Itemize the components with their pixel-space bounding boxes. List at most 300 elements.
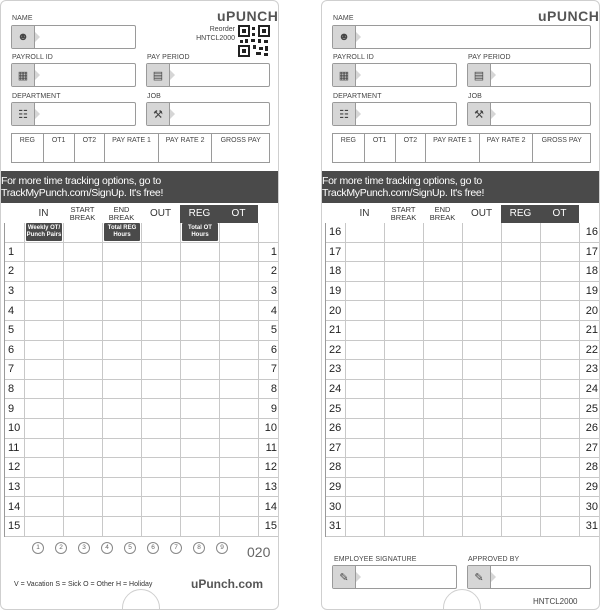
punch-cell[interactable] — [424, 517, 463, 536]
day-row — [326, 517, 600, 537]
brand-logo: uPUNCH — [217, 8, 279, 24]
day-row — [5, 419, 279, 439]
punch-cell[interactable] — [103, 360, 142, 379]
punch-cell[interactable] — [424, 223, 463, 242]
day-row — [326, 478, 600, 498]
reorder-label: Reorder — [209, 26, 235, 33]
punch-cell[interactable] — [181, 497, 220, 516]
punch-cell[interactable] — [25, 478, 64, 497]
punch-cell[interactable] — [220, 380, 259, 399]
punch-cell[interactable] — [142, 321, 181, 340]
punch-cell[interactable] — [502, 478, 541, 497]
day-number-right: 6 — [259, 341, 279, 360]
punch-cell[interactable] — [463, 517, 502, 536]
day-number-left: 19 — [326, 282, 346, 301]
punch-cell[interactable] — [64, 321, 103, 340]
punch-cell[interactable] — [25, 517, 64, 536]
pay-period-label: PAY PERIOD — [147, 54, 190, 61]
punch-cell[interactable] — [181, 439, 220, 458]
pay-col-ot1[interactable]: OT1 — [44, 134, 75, 162]
punch-cell[interactable] — [463, 360, 502, 379]
punch-cell[interactable] — [142, 243, 181, 262]
punch-cell[interactable] — [385, 360, 424, 379]
day-number-right: 28 — [580, 458, 600, 477]
punch-cell[interactable] — [103, 301, 142, 320]
col-in: IN — [359, 208, 370, 219]
day-number-right: 14 — [259, 497, 279, 516]
day-number-left: 13 — [5, 478, 25, 497]
punch-cell[interactable] — [385, 243, 424, 262]
punch-cell[interactable] — [25, 360, 64, 379]
punch-cell[interactable] — [64, 262, 103, 281]
day-number-right: 2 — [259, 262, 279, 281]
punch-cell[interactable] — [181, 341, 220, 360]
day-number-left: 11 — [5, 439, 25, 458]
circle-number: 9 — [216, 542, 228, 554]
day-row — [5, 341, 279, 361]
qr-code-icon — [238, 25, 270, 57]
punch-cell[interactable] — [385, 321, 424, 340]
punch-cell[interactable] — [385, 341, 424, 360]
punch-cell[interactable] — [541, 478, 580, 497]
punch-cell[interactable] — [181, 458, 220, 477]
punch-cell[interactable] — [181, 243, 220, 262]
pay-col-rate2[interactable]: PAY RATE 2 — [159, 134, 213, 162]
punch-cell[interactable] — [541, 243, 580, 262]
punch-cell[interactable] — [502, 399, 541, 418]
punch-cell[interactable] — [541, 360, 580, 379]
punch-cell[interactable] — [424, 262, 463, 281]
day-number-left: 21 — [326, 321, 346, 340]
punch-cell[interactable] — [463, 419, 502, 438]
card-notch — [443, 589, 481, 610]
pay-col-gross[interactable]: GROSS PAY — [541, 137, 582, 144]
job-field[interactable] — [146, 102, 270, 126]
pay-col-ot2[interactable]: OT2 — [75, 134, 106, 162]
punch-cell[interactable] — [103, 399, 142, 418]
name-field[interactable] — [332, 25, 591, 49]
user-icon: ☻ — [333, 26, 356, 48]
pay-col-gross[interactable]: GROSS PAY — [220, 137, 261, 144]
punch-cell[interactable] — [541, 399, 580, 418]
punch-cell[interactable] — [220, 517, 259, 536]
day-number-right: 11 — [259, 439, 279, 458]
punch-cell[interactable] — [502, 458, 541, 477]
punch-cell[interactable] — [220, 399, 259, 418]
circle-number: 1 — [32, 542, 44, 554]
punch-cell[interactable] — [502, 301, 541, 320]
pay-col-reg[interactable]: REG — [12, 134, 44, 162]
day-number-right: 1 — [259, 243, 279, 262]
punch-cell[interactable] — [64, 243, 103, 262]
punch-cell[interactable] — [142, 497, 181, 516]
punch-cell[interactable] — [346, 282, 385, 301]
punch-cell[interactable] — [181, 419, 220, 438]
punch-cell[interactable] — [424, 301, 463, 320]
punch-cell[interactable] — [25, 282, 64, 301]
punch-cell[interactable] — [142, 301, 181, 320]
punch-cell[interactable] — [502, 282, 541, 301]
day-number-right: 23 — [580, 360, 600, 379]
day-row — [326, 439, 600, 459]
punch-cell[interactable] — [25, 497, 64, 516]
circle-number: 2 — [55, 542, 67, 554]
punch-cell[interactable] — [64, 301, 103, 320]
punch-cell[interactable] — [64, 497, 103, 516]
day-number-left: 5 — [5, 321, 25, 340]
product-code: HNTCL2000 — [533, 597, 578, 606]
punch-cell[interactable] — [385, 497, 424, 516]
day-number-right: 4 — [259, 301, 279, 320]
punch-cell[interactable] — [424, 282, 463, 301]
punch-cell[interactable] — [142, 478, 181, 497]
punch-cell[interactable] — [25, 380, 64, 399]
punch-cell[interactable] — [25, 262, 64, 281]
day-number-right: 25 — [580, 399, 600, 418]
payroll-id-field[interactable] — [11, 63, 136, 87]
punch-cell[interactable] — [424, 360, 463, 379]
day-row — [5, 243, 279, 263]
punch-cell[interactable] — [463, 478, 502, 497]
day-number-right: 17 — [580, 243, 600, 262]
day-number-right: 3 — [259, 282, 279, 301]
punch-cell[interactable] — [541, 517, 580, 536]
punch-cell[interactable] — [181, 282, 220, 301]
punch-cell[interactable] — [64, 439, 103, 458]
punch-cell[interactable] — [463, 497, 502, 516]
day-number-left: 12 — [5, 458, 25, 477]
punch-cell[interactable] — [502, 243, 541, 262]
punch-cell[interactable] — [103, 478, 142, 497]
day-number-left: 7 — [5, 360, 25, 379]
day-number-left: 31 — [326, 517, 346, 536]
column-header — [24, 205, 279, 223]
punch-cell[interactable] — [220, 321, 259, 340]
punch-cell[interactable] — [346, 243, 385, 262]
payroll-id-field[interactable] — [332, 63, 457, 87]
punch-cell[interactable] — [103, 282, 142, 301]
approved-by-field[interactable] — [467, 565, 591, 589]
day-number-left: 29 — [326, 478, 346, 497]
punch-cell[interactable] — [502, 439, 541, 458]
punch-cell[interactable] — [103, 517, 142, 536]
punch-cell[interactable] — [385, 282, 424, 301]
pay-period-field[interactable] — [467, 63, 591, 87]
punch-cell[interactable] — [463, 399, 502, 418]
punch-cell[interactable] — [25, 243, 64, 262]
calendar-icon: ▤ — [147, 64, 170, 86]
punch-cell[interactable] — [463, 380, 502, 399]
punch-cell[interactable] — [385, 458, 424, 477]
punch-cell[interactable] — [220, 282, 259, 301]
punch-cell[interactable] — [142, 341, 181, 360]
punch-cell[interactable] — [502, 419, 541, 438]
punch-cell[interactable] — [502, 517, 541, 536]
punch-cell[interactable] — [25, 458, 64, 477]
pay-period-label: PAY PERIOD — [468, 54, 511, 61]
department-field[interactable] — [332, 102, 457, 126]
punch-cell[interactable] — [541, 262, 580, 281]
punch-cell[interactable] — [541, 497, 580, 516]
circle-number: 5 — [124, 542, 136, 554]
punch-cell[interactable] — [424, 458, 463, 477]
punch-cell[interactable] — [142, 439, 181, 458]
total-ot-tag: Total OT Hours — [182, 223, 218, 241]
day-number-left: 22 — [326, 341, 346, 360]
punch-cell[interactable] — [346, 478, 385, 497]
reorder-info — [191, 25, 235, 43]
day-number-right: 20 — [580, 301, 600, 320]
employee-signature-field[interactable] — [332, 565, 457, 589]
punch-cell[interactable] — [346, 380, 385, 399]
day-number-left: 30 — [326, 497, 346, 516]
punch-cell[interactable] — [424, 439, 463, 458]
totals-row — [5, 223, 279, 243]
punch-cell[interactable] — [502, 321, 541, 340]
punch-cell[interactable] — [64, 399, 103, 418]
col-out: OUT — [149, 208, 172, 219]
punch-cell[interactable] — [142, 360, 181, 379]
punch-cell[interactable] — [64, 380, 103, 399]
day-row — [326, 262, 600, 282]
day-number-right: 29 — [580, 478, 600, 497]
product-code: HNTCL2000 — [196, 35, 235, 42]
punch-cell[interactable] — [64, 341, 103, 360]
pay-summary-box — [332, 133, 591, 163]
punch-cell[interactable] — [142, 380, 181, 399]
punch-cell[interactable] — [64, 419, 103, 438]
punch-cell[interactable] — [220, 419, 259, 438]
punch-cell[interactable] — [181, 360, 220, 379]
circle-number: 8 — [193, 542, 205, 554]
punch-cell[interactable] — [541, 458, 580, 477]
pay-col-rate1[interactable]: PAY RATE 1 — [426, 134, 480, 162]
punch-cell[interactable] — [142, 282, 181, 301]
punch-cell[interactable] — [220, 458, 259, 477]
punch-cell[interactable] — [142, 458, 181, 477]
punch-cell[interactable] — [502, 497, 541, 516]
punch-cell[interactable] — [385, 223, 424, 242]
col-ot: OT — [540, 205, 579, 223]
punch-cell[interactable] — [541, 321, 580, 340]
punch-cell[interactable] — [502, 380, 541, 399]
punch-cell[interactable] — [64, 458, 103, 477]
punch-cell[interactable] — [25, 341, 64, 360]
punch-cell[interactable] — [541, 223, 580, 242]
punch-cell[interactable] — [541, 439, 580, 458]
day-number-right: 27 — [580, 439, 600, 458]
punch-cell[interactable] — [463, 301, 502, 320]
punch-cell[interactable] — [220, 341, 259, 360]
day-number-right: 19 — [580, 282, 600, 301]
day-number-left: 14 — [5, 497, 25, 516]
day-number-left: 25 — [326, 399, 346, 418]
punch-cell[interactable] — [346, 458, 385, 477]
punch-cell[interactable] — [346, 419, 385, 438]
punch-cell[interactable] — [220, 360, 259, 379]
punch-cell[interactable] — [424, 341, 463, 360]
punch-cell[interactable] — [463, 282, 502, 301]
punch-cell[interactable] — [463, 262, 502, 281]
promo-banner: For more time tracking options, go to TrackMyPunch.com/SignUp. It's free! — [322, 171, 599, 203]
punch-cell[interactable] — [103, 262, 142, 281]
punch-cell[interactable] — [463, 321, 502, 340]
punch-cell[interactable] — [64, 360, 103, 379]
day-number-right: 8 — [259, 380, 279, 399]
punch-cell[interactable] — [424, 243, 463, 262]
day-number-left: 20 — [326, 301, 346, 320]
punch-cell[interactable] — [346, 341, 385, 360]
col-end-break: END BREAK — [429, 205, 456, 222]
day-number-right: 26 — [580, 419, 600, 438]
punch-cell[interactable] — [502, 223, 541, 242]
day-number-left: 27 — [326, 439, 346, 458]
punch-cell[interactable] — [502, 341, 541, 360]
punch-cell[interactable] — [220, 439, 259, 458]
day-row — [326, 380, 600, 400]
day-row — [5, 262, 279, 282]
punch-cell[interactable] — [541, 419, 580, 438]
day-row — [5, 458, 279, 478]
pay-col-rate1[interactable]: PAY RATE 1 — [105, 134, 159, 162]
punch-cell[interactable] — [103, 321, 142, 340]
day-row — [326, 497, 600, 517]
punch-cell[interactable] — [64, 517, 103, 536]
punch-cell[interactable] — [346, 439, 385, 458]
punch-cell[interactable] — [181, 301, 220, 320]
punch-cell[interactable] — [463, 243, 502, 262]
punch-cell[interactable] — [541, 380, 580, 399]
col-in: IN — [38, 208, 49, 219]
punch-cell[interactable] — [346, 497, 385, 516]
punch-cell[interactable] — [220, 301, 259, 320]
pay-col-rate2[interactable]: PAY RATE 2 — [480, 134, 534, 162]
name-field[interactable] — [11, 25, 136, 49]
punch-cell[interactable] — [502, 360, 541, 379]
punch-cell[interactable] — [103, 341, 142, 360]
punch-cell[interactable] — [346, 321, 385, 340]
punch-cell[interactable] — [103, 497, 142, 516]
punch-cell[interactable] — [181, 399, 220, 418]
day-row — [326, 399, 600, 419]
punch-cell[interactable] — [64, 478, 103, 497]
job-label: JOB — [468, 93, 482, 100]
punch-cell[interactable] — [103, 439, 142, 458]
punch-cell[interactable] — [424, 497, 463, 516]
punch-cell[interactable] — [541, 341, 580, 360]
punch-cell[interactable] — [346, 262, 385, 281]
punch-cell[interactable] — [181, 262, 220, 281]
pen-icon: ✎ — [333, 566, 356, 588]
pay-col-ot1[interactable]: OT1 — [365, 134, 396, 162]
punch-cell[interactable] — [220, 243, 259, 262]
job-field[interactable] — [467, 102, 591, 126]
punch-cell[interactable] — [463, 458, 502, 477]
department-field[interactable] — [11, 102, 136, 126]
punch-cell[interactable] — [424, 321, 463, 340]
punch-cell[interactable] — [385, 380, 424, 399]
circle-number: 7 — [170, 542, 182, 554]
punch-cell[interactable] — [385, 419, 424, 438]
day-number-right: 16 — [580, 223, 600, 242]
punch-cell[interactable] — [424, 399, 463, 418]
day-number-right: 12 — [259, 458, 279, 477]
punch-cell[interactable] — [463, 223, 502, 242]
day-number-left: 16 — [326, 223, 346, 242]
punch-cell[interactable] — [64, 282, 103, 301]
punch-cell[interactable] — [346, 223, 385, 242]
punch-cell[interactable] — [142, 517, 181, 536]
punch-cell[interactable] — [220, 262, 259, 281]
punch-cell[interactable] — [181, 478, 220, 497]
pay-period-field[interactable] — [146, 63, 270, 87]
punch-cell[interactable] — [25, 419, 64, 438]
punch-cell[interactable] — [220, 497, 259, 516]
punch-cell[interactable] — [25, 301, 64, 320]
day-row — [326, 301, 600, 321]
punch-cell[interactable] — [385, 262, 424, 281]
punch-cell[interactable] — [25, 439, 64, 458]
punch-cell[interactable] — [541, 282, 580, 301]
punch-cell[interactable] — [385, 399, 424, 418]
punch-grid — [4, 223, 279, 537]
day-number-left: 18 — [326, 262, 346, 281]
punch-cell[interactable] — [424, 419, 463, 438]
punch-cell[interactable] — [142, 419, 181, 438]
punch-cell[interactable] — [541, 301, 580, 320]
col-start-break: START BREAK — [390, 205, 417, 222]
punch-cell[interactable] — [181, 380, 220, 399]
punch-grid — [325, 223, 600, 537]
pay-col-reg[interactable]: REG — [333, 134, 365, 162]
day-number-right: 15 — [259, 517, 279, 536]
day-row — [5, 282, 279, 302]
punch-cell[interactable] — [346, 517, 385, 536]
day-number-right: 24 — [580, 380, 600, 399]
punch-cell[interactable] — [103, 419, 142, 438]
col-start-break: START BREAK — [69, 205, 96, 222]
punch-cell[interactable] — [142, 262, 181, 281]
day-row — [326, 321, 600, 341]
punch-cell[interactable] — [385, 478, 424, 497]
punch-cell[interactable] — [385, 439, 424, 458]
badge-icon: ▦ — [333, 64, 356, 86]
site-url[interactable]: uPunch.com — [191, 577, 264, 591]
punch-cell[interactable] — [385, 517, 424, 536]
punch-cell[interactable] — [103, 380, 142, 399]
punch-cell[interactable] — [424, 380, 463, 399]
punch-cell[interactable] — [385, 301, 424, 320]
pay-col-ot2[interactable]: OT2 — [396, 134, 427, 162]
punch-cell[interactable] — [25, 321, 64, 340]
punch-cell[interactable] — [103, 458, 142, 477]
punch-cell[interactable] — [142, 399, 181, 418]
punch-cell[interactable] — [502, 262, 541, 281]
punch-cell[interactable] — [346, 399, 385, 418]
punch-cell[interactable] — [103, 243, 142, 262]
punch-cell[interactable] — [181, 517, 220, 536]
punch-cell[interactable] — [463, 439, 502, 458]
punch-cell[interactable] — [25, 399, 64, 418]
punch-cell[interactable] — [346, 301, 385, 320]
punch-cell[interactable] — [424, 478, 463, 497]
day-number-left: 8 — [5, 380, 25, 399]
punch-cell[interactable] — [181, 321, 220, 340]
day-row — [5, 439, 279, 459]
punch-cell[interactable] — [346, 360, 385, 379]
punch-cell[interactable] — [220, 478, 259, 497]
punch-cell[interactable] — [463, 341, 502, 360]
